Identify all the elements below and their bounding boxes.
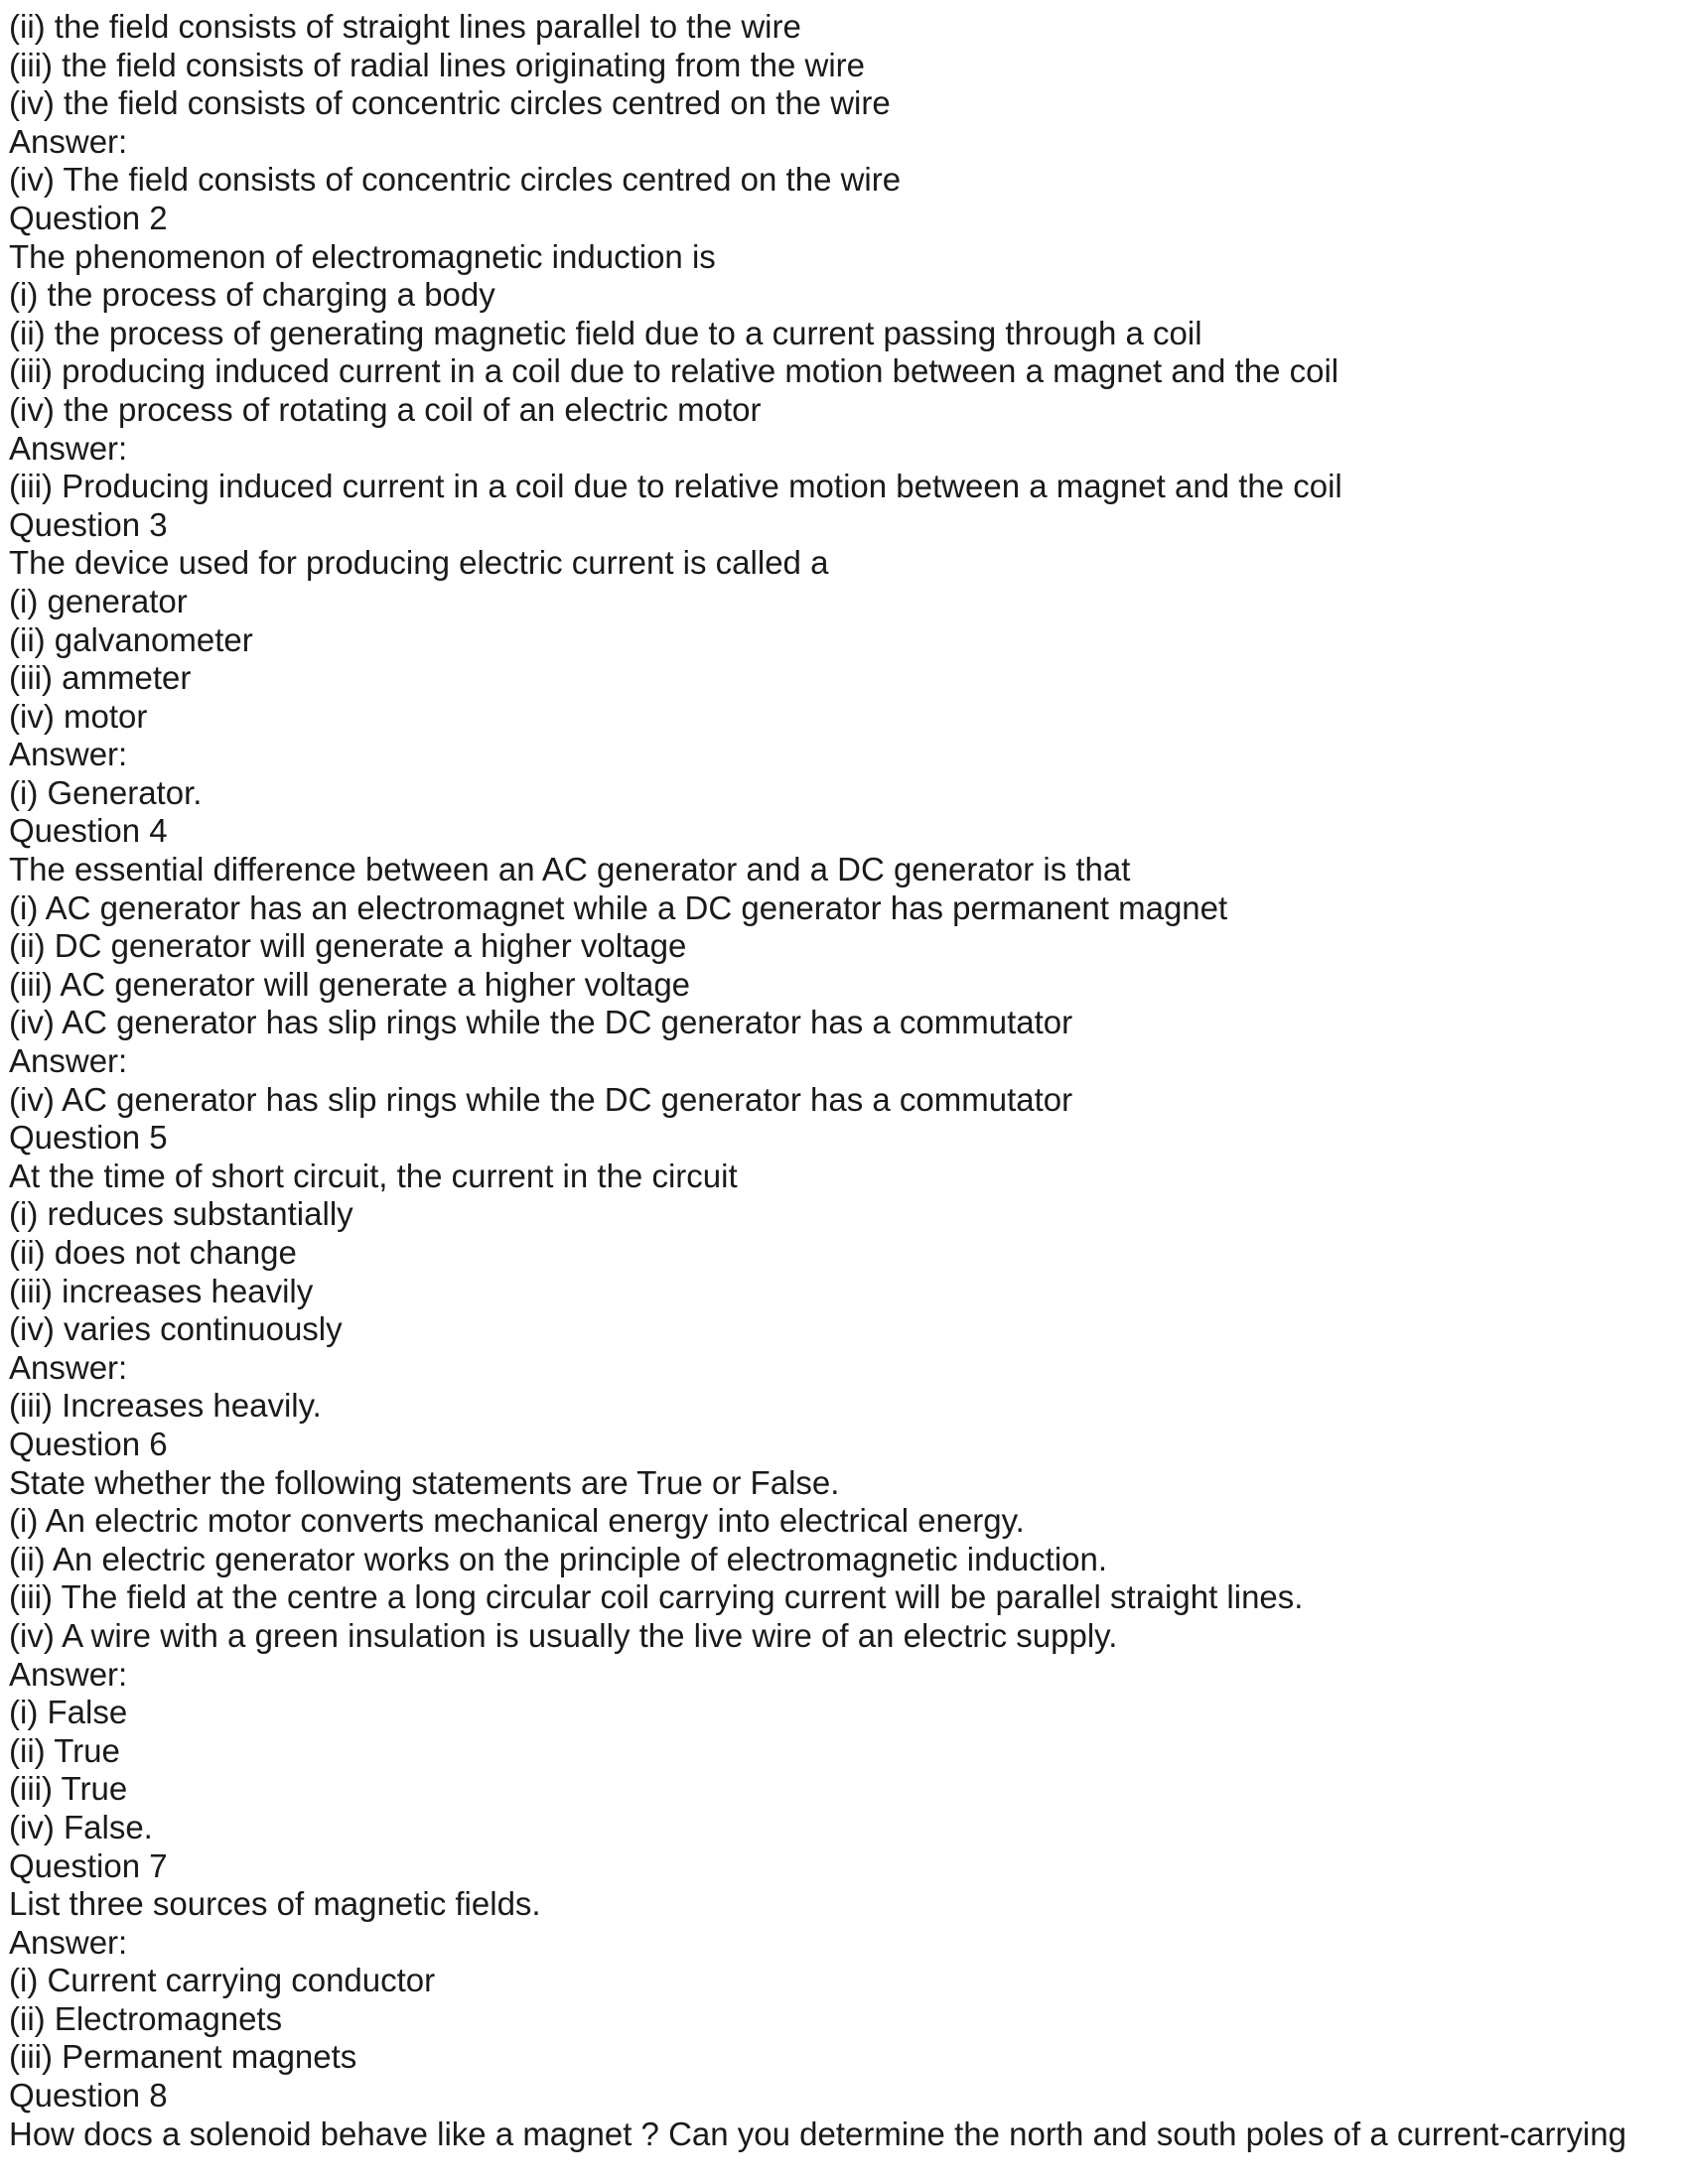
text-line: (iv) the field consists of concentric circles centred on the wire [9, 84, 891, 122]
option-text: (iii) increases heavily [9, 1272, 314, 1309]
answer-text: (iii) True [9, 1770, 128, 1808]
option-text: (ii) does not change [9, 1234, 297, 1271]
question-text: State whether the following statements are True or False. [9, 1463, 840, 1501]
option-text: (iv) varies continuously [9, 1310, 343, 1348]
option-text: (iii) ammeter [9, 659, 192, 697]
question-text: List three sources of magnetic fields. [9, 1885, 541, 1923]
answer-text: (i) False [9, 1694, 128, 1731]
option-text: (ii) DC generator will generate a higher voltage [9, 927, 687, 965]
answer-label: Answer: [9, 429, 128, 467]
answer-text: (iv) AC generator has slip rings while the DC generator has a commutator [9, 1080, 1073, 1118]
question-heading: Question 6 [9, 1425, 168, 1462]
option-text: (iii) AC generator will generate a higher voltage [9, 965, 691, 1003]
option-text: (iii) producing induced current in a coil due to relative motion between a magnet and the coil [9, 352, 1339, 390]
question-heading: Question 7 [9, 1846, 168, 1884]
question-text: At the time of short circuit, the current in the circuit [9, 1157, 738, 1194]
question-text: The phenomenon of electromagnetic induction is [9, 237, 716, 275]
question-heading: Question 3 [9, 505, 168, 543]
option-text: (iv) motor [9, 697, 148, 735]
answer-text: (iv) False. [9, 1808, 153, 1845]
question-text: The essential difference between an AC generator and a DC generator is that [9, 851, 1131, 888]
answer-label: Answer: [9, 1042, 128, 1080]
question-text: The device used for producing electric current is called a [9, 544, 829, 582]
option-text: (iv) A wire with a green insulation is usually the live wire of an electric supply. [9, 1616, 1118, 1654]
option-text: (i) the process of charging a body [9, 276, 495, 314]
text-line: (ii) the field consists of straight lines parallel to the wire [9, 8, 801, 45]
answer-label: Answer: [9, 1655, 128, 1693]
option-text: (iv) the process of rotating a coil of an electric motor [9, 390, 762, 428]
answer-label: Answer: [9, 1348, 128, 1386]
option-text: (iii) The field at the centre a long circular coil carrying current will be parallel straight lines. [9, 1578, 1304, 1616]
option-text: (ii) An electric generator works on the principle of electromagnetic induction. [9, 1540, 1108, 1577]
answer-text: (iii) Permanent magnets [9, 2038, 357, 2076]
option-text: (i) AC generator has an electromagnet while a DC generator has permanent magnet [9, 888, 1228, 926]
question-heading: Question 5 [9, 1119, 168, 1157]
question-heading: Question 2 [9, 199, 168, 236]
question-heading: Question 4 [9, 812, 168, 850]
question-heading: Question 8 [9, 2077, 168, 2115]
text-line: (iii) the field consists of radial lines originating from the wire [9, 46, 866, 83]
option-text: (i) reduces substantially [9, 1195, 353, 1233]
question-text: How docs a solenoid behave like a magnet ? Can you determine the north and south poles of a current-carrying [9, 2115, 1626, 2152]
answer-text: (iii) Producing induced current in a coil due to relative motion between a magnet and the coil [9, 468, 1342, 505]
answer-text: (iii) Increases heavily. [9, 1387, 322, 1425]
option-text: (ii) galvanometer [9, 620, 253, 658]
option-text: (i) generator [9, 582, 188, 619]
answer-text: (i) Generator. [9, 773, 203, 811]
answer-text: (iv) The field consists of concentric circles centred on the wire [9, 161, 902, 199]
option-text: (i) An electric motor converts mechanical energy into electrical energy. [9, 1502, 1025, 1540]
answer-text: (ii) True [9, 1731, 120, 1769]
answer-label: Answer: [9, 122, 128, 160]
answer-label: Answer: [9, 1923, 128, 1961]
answer-text: (ii) Electromagnets [9, 1999, 283, 2037]
option-text: (iv) AC generator has slip rings while the DC generator has a commutator [9, 1004, 1073, 1041]
answer-label: Answer: [9, 736, 128, 773]
option-text: (ii) the process of generating magnetic field due to a current passing through a coil [9, 314, 1202, 351]
answer-text: (i) Current carrying conductor [9, 1962, 436, 1999]
